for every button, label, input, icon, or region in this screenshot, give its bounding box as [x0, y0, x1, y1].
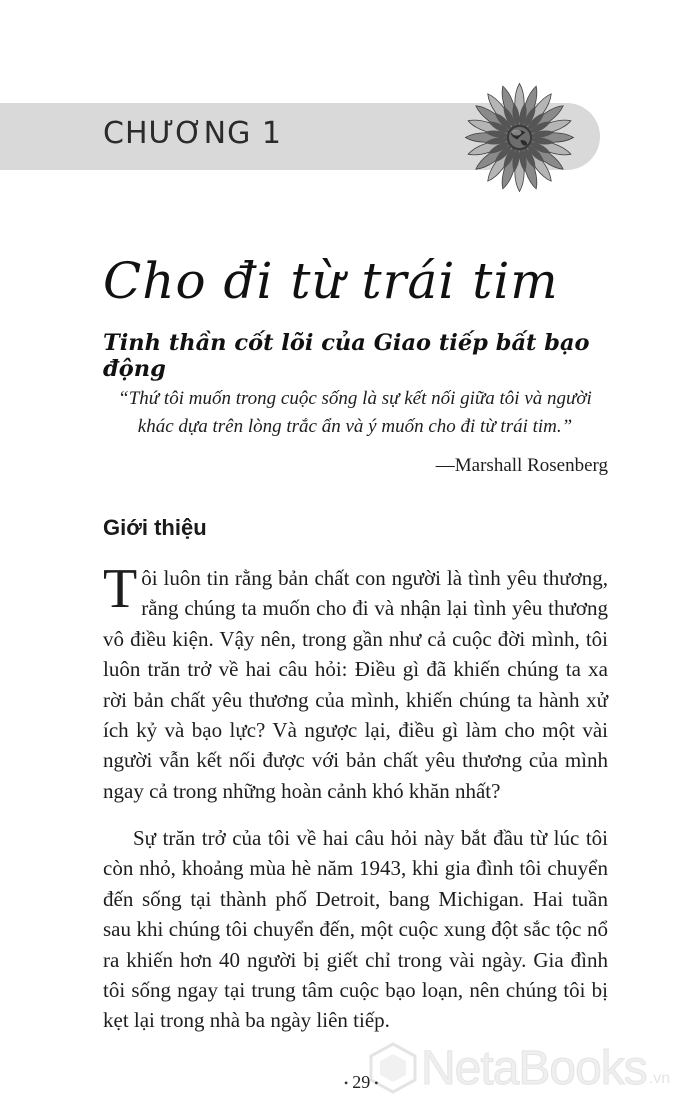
page-number: • 29 •	[344, 1072, 379, 1092]
watermark	[365, 1040, 670, 1096]
chapter-label: CHƯƠNG 1	[103, 116, 282, 151]
body-paragraph: Sự trăn trở của tôi về hai câu hỏi này bắt đầu từ lúc tôi còn nhỏ, khoảng mùa hè năm 1943, khi gia đình tôi chuyển đến sống tại thành phố Detroit, bang Michigan. Hai tuần sau khi chúng tôi chuyển đến, một cuộc xung đột sắc tộc nổ ra khiến hơn 40 người bị giết chỉ trong vài ngày. Gia đình tôi sống ngay tại trung tâm cuộc bạo loạn, nên chúng tôi bị kẹt lại trong nhà ba ngày liên tiếp.	[103, 826, 608, 1033]
section-heading: Giới thiệu	[103, 515, 207, 540]
epigraph-quote: “Thứ tôi muốn trong cuộc sống là sự kết nối giữa tôi và người khác dựa trên lòng trắc ẩn và ý muốn cho đi từ trái tim.”	[118, 388, 592, 437]
drop-cap: T	[103, 558, 138, 620]
watermark-suffix: .vn	[648, 1070, 671, 1087]
flower-globe-icon	[452, 80, 587, 195]
chapter-subtitle: Tinh thần cốt lõi của Giao tiếp bất bạo động	[103, 330, 590, 382]
body-paragraph	[103, 558, 608, 806]
paragraph-text: ôi luôn tin rằng bản chất con người là tình yêu thương, rằng chúng ta muốn cho đi và nhận lại tình yêu thương vô điều kiện. Vậy nên, trong gần như cả cuộc đời mình, tôi luôn trăn trở về hai câu hỏi: Điều gì đã khiến chúng ta xa rời bản chất yêu thương của mình, khiến chúng ta hành xử ích kỷ và bạo lực? Và ngược lại, điều gì làm cho một vài người vẫn kết nối được với bản chất yêu thương của mình ngay cả trong những hoàn cảnh khó khăn nhất?	[103, 566, 608, 803]
chapter-title: Cho đi từ trái tim	[103, 252, 559, 310]
epigraph-author: —Marshall Rosenberg	[435, 455, 608, 476]
watermark-text: NetaBooks	[421, 1041, 647, 1095]
